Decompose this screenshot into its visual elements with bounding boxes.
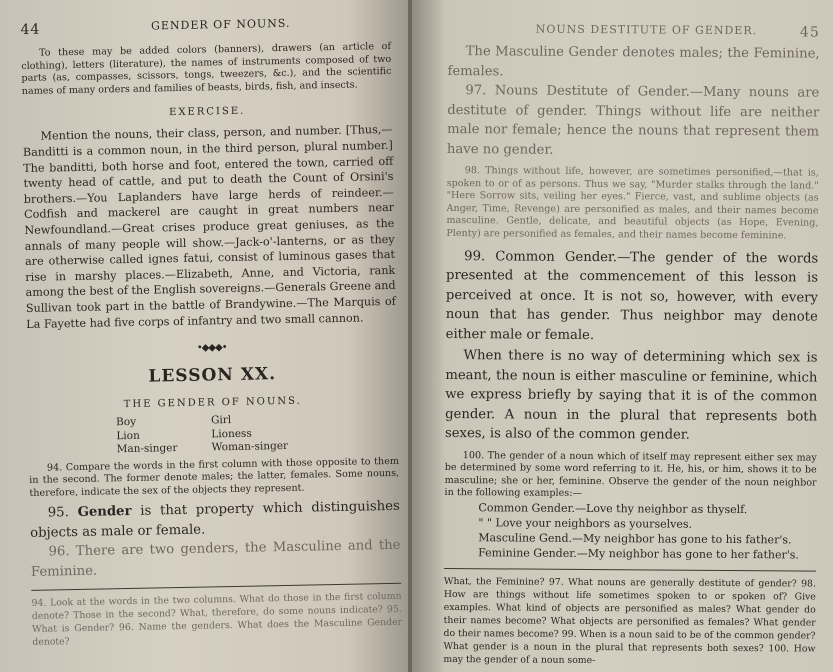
left-page-number: 44 — [20, 21, 41, 38]
paragraph-95-rest: is that property which distinguishes objects as male or female. — [30, 499, 400, 541]
footnote-rule — [31, 583, 401, 591]
example-line: Feminine Gender.—My neighbor has gone to her father's. — [478, 546, 799, 562]
example-line: Masculine Gend.—My neighbor has gone to his father's. — [478, 531, 792, 547]
paragraph-98: 98. Things without life, however, are sometimes personified,—that is, spoken to or of as persons. Thus we say, "Murder stalks through the land." "Here Sorrow sits, veiling her eyes." Fierce, vast, and sublime objects (as Anger, Time, Revenge) are personified as males, and their names become masculine. Gentle, delicate, and beautiful objects (as Hope, Evening, Plenty) are personified as females, and their names become feminine. — [446, 165, 819, 242]
right-page-number: 45 — [799, 24, 820, 41]
word-pair-right: Woman-singer — [211, 440, 289, 454]
paragraph-99-continued: When there is no way of determining which sex is meant, the noun is either masculine or feminine, which we express briefly by saying that it is of the common gender. A noun in the plural that represents both sexes, is also of the common gender. — [444, 348, 818, 443]
word-pair-right: Lioness — [211, 427, 252, 440]
word-pair-right: Girl — [210, 414, 232, 427]
paragraph-94: 94. Compare the words in the first column with those opposite to them in the second. The former denote males; the latter, females. Some nouns, therefore, indicate the sex of the objects they represent. — [29, 455, 400, 499]
exercise-heading: EXERCISE. — [168, 106, 246, 119]
word-pair-left: Lion — [116, 429, 140, 442]
lesson-title: LESSON XX. — [148, 364, 277, 387]
exercise-text: Mention the nouns, their class, person, and number. [Thus,— Banditti is a common noun, in the third person, plural number.] The banditti, both horse and foot, entered the town, carried off twenty head of cattle, and put to death the Count of Orsini's brothers.—You Laplanders have large herds of reindeer.—Codfish and mackerel are caught in great numbers near Newfoundland.—Great crises produce great geniuses, as the annals of many people will show.—Jack-o'-lanterns, or as they are otherwise called ignes fatui, consist of luminous gases that rise in marshy places.—Elizabeth, Anne, and Victoria, rank among the best of the English sovereigns.—Generals Greene and Sullivan took part in the battle of Brandywine.—The Marquis of La Fayette had five corps of infantry and two small cannon. — [22, 123, 396, 331]
paragraph-96: 96. There are two genders, the Masculine and the Feminine. — [30, 538, 401, 580]
paragraph-99: 99. Common Gender.—The gender of the words presented at the commencement of this lesson is perceived at once. It is not so, however, with every noun that has gender. Thus neighbor may denote either male or female. — [445, 248, 819, 343]
examples-list — [478, 500, 816, 562]
example-line: Common Gender.—Love thy neighbor as thyself. — [478, 501, 748, 517]
word-pair-left: Boy — [116, 415, 137, 429]
right-running-header — [448, 22, 820, 41]
right-page — [412, 0, 833, 672]
intro-paragraph: To these may be added colors (banners), drawers (an article of clothing), letters (literature), the names of instruments composed of two parts (as, compasses, scissors, tongs, tweezers, &c.), and the scientific names of many orders and families of beasts, birds, fish, and insects. — [21, 40, 392, 97]
paragraph-masculine-gender: The Masculine Gender denotes males; the Feminine, females. — [447, 44, 820, 79]
review-questions: 94. Look at the words in the two columns. What do those in the first column denote? Those in the second? What, therefore, do some nouns indicate? 95. What is Gender? 96. Name the genders. What does the Masculine Gender denote? — [31, 591, 403, 649]
left-running-head: GENDER OF NOUNS. — [150, 16, 291, 33]
left-page — [0, 0, 410, 672]
paragraph-100: 100. The gender of a noun which of itself may represent either sex may be determined by some word referring to it. He, his, or him, shows it to be masculine; she or her, feminine. Observe the gender of the noun neighbor in the following examples:— — [444, 449, 817, 500]
footnote-rule — [444, 568, 816, 572]
word-pair-left: Man-singer — [116, 442, 178, 456]
lesson-subtitle: THE GENDER OF NOUNS. — [123, 395, 302, 411]
example-line: " " Love your neighbors as yourselves. — [478, 516, 693, 531]
left-running-header — [20, 15, 390, 38]
right-page-content — [443, 0, 820, 669]
review-questions: What, the Feminine? 97. What nouns are generally destitute of gender? 98. How are things without life sometimes spoken to or spoken of? Give examples. What kind of objects are personified as males? What gender do their names become? What objects are personified as females? What gender do their names become? 99. When is a noun said to be of the common gender? What gender is a noun in the plural that represents both sexes? 100. How may the gender of a noun some- — [443, 575, 816, 666]
right-running-head: NOUNS DESTITUTE OF GENDER. — [535, 22, 758, 38]
paragraph-97: 97. Nouns Destitute of Gender.—Many nouns are destitute of gender. Things without life are neither male nor female; hence the nouns that represent them have no gender. — [446, 83, 820, 158]
paragraph-95-lead: Gender — [77, 504, 132, 521]
left-page-content — [20, 0, 402, 649]
paragraph-95-number: 95. — [47, 505, 69, 521]
word-pairs-table — [116, 411, 399, 457]
section-ornament: •◆◆◆• — [196, 342, 227, 354]
